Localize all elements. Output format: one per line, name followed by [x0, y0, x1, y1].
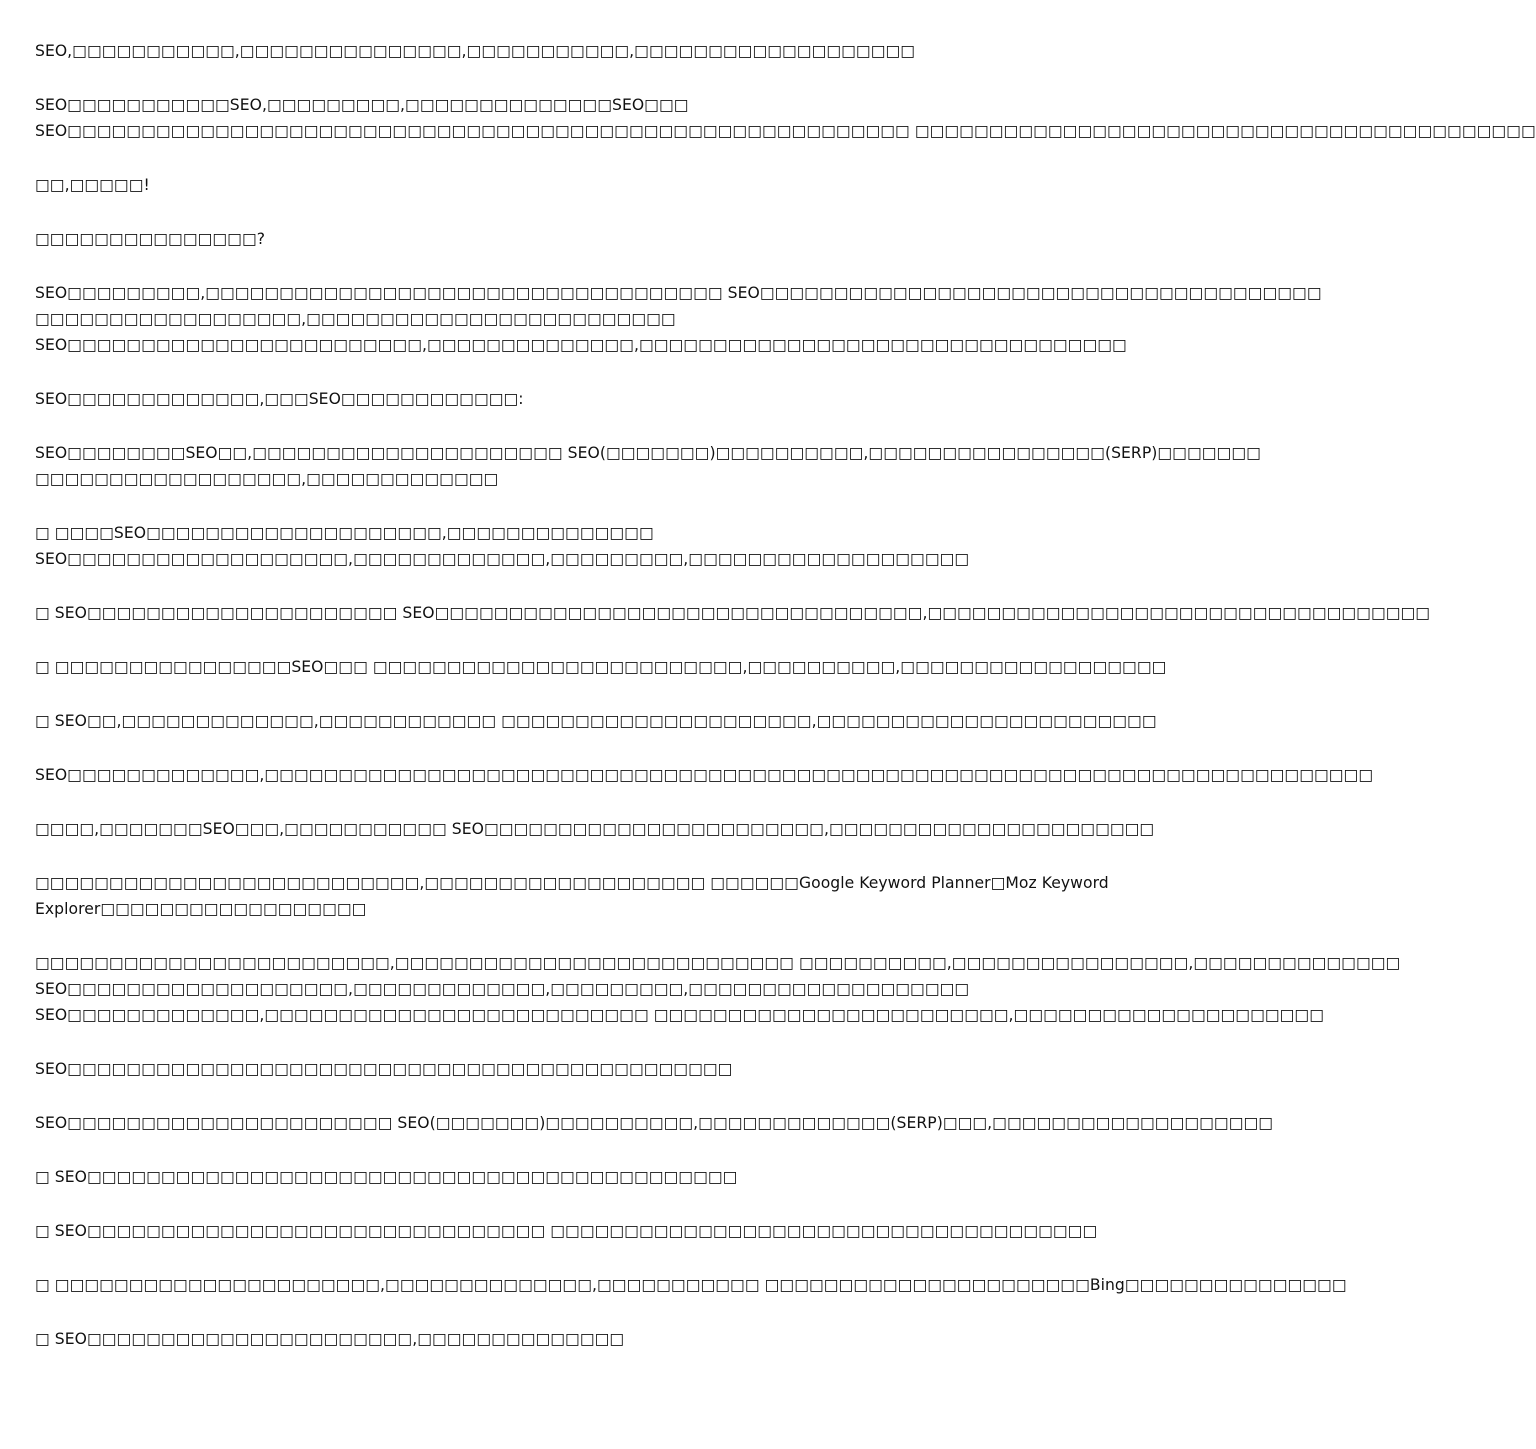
text-line: SEO□□□□□□□□□□□□□□□□□□□,□□□□□□□□□□□□□,□□□□□□□□□,□□□□□□□□□□□□□□□□□□□: [35, 980, 970, 998]
text-line: □ SEO□□□□□□□□□□□□□□□□□□□□□□□□□□□□□□□ □□□□□□□□□□□□□□□□□□□□□□□□□□□□□□□□□□□□□: [35, 1222, 1098, 1240]
text-line: □ SEO□□□□□□□□□□□□□□□□□□□□□ SEO□□□□□□□□□□□□□□□□□□□□□□□□□□□□□□□□□,□□□□□□□□□□□□□□□□□□□□□□□□□□□□□□□□□□: [35, 604, 1431, 622]
text-line: □ □□□□□□□□□□□□□□□□SEO□□□ □□□□□□□□□□□□□□□□□□□□□□□□□,□□□□□□□□□□,□□□□□□□□□□□□□□□□□□: [35, 658, 1167, 676]
paragraph: [35, 520, 990, 572]
text-line: Explorer□□□□□□□□□□□□□□□□□□: [35, 900, 367, 918]
paragraph: [35, 870, 1109, 922]
text-line: □ SEO□□□□□□□□□□□□□□□□□□□□□□,□□□□□□□□□□□□□□: [35, 1330, 625, 1348]
paragraph: [35, 386, 990, 412]
text-line: SEO,□□□□□□□□□□□,□□□□□□□□□□□□□□□,□□□□□□□□□□□,□□□□□□□□□□□□□□□□□□□: [35, 42, 916, 60]
text-line: SEO□□□□□□□□SEO□□,□□□□□□□□□□□□□□□□□□□□□ SEO(□□□□□□□)□□□□□□□□□□,□□□□□□□□□□□□□□□□(SERP)□□□□□□□: [35, 444, 1261, 462]
paragraph: [35, 1110, 1274, 1136]
paragraph: [35, 600, 1431, 626]
paragraph: [35, 1218, 1098, 1244]
text-line: □ SEO□□□□□□□□□□□□□□□□□□□□□□□□□□□□□□□□□□□□□□□□□□□□: [35, 1168, 738, 1186]
paragraph: [35, 762, 1374, 788]
text-line: SEO□□□□□□□□□□□□□□□□□□□□□□□□□□□□□□□□□□□□□□□□□□□□□□□□□□□□□□□□□ □□□□□□□□□□□□□□□□□□□□□□□□□□□□□□□□□□□□□□□□□□: [35, 122, 1536, 140]
text-line: SEO□□□□□□□□□□□□□,□□□SEO□□□□□□□□□□□□:: [35, 390, 524, 408]
text-line: □□,□□□□□!: [35, 176, 150, 194]
text-line: SEO□□□□□□□□□□□□□□□□□□□□□□□□,□□□□□□□□□□□□□□,□□□□□□□□□□□□□□□□□□□□□□□□□□□□□□□□□: [35, 336, 1127, 354]
text-line: SEO□□□□□□□□□□□SEO,□□□□□□□□□,□□□□□□□□□□□□□□SEO□□□: [35, 96, 689, 114]
text-line: SEO□□□□□□□□□,□□□□□□□□□□□□□□□□□□□□□□□□□□□□□□□□□□□ SEO□□□□□□□□□□□□□□□□□□□□□□□□□□□□□□□□□□□□□□: [35, 284, 1322, 302]
text-line: □ □□□□□□□□□□□□□□□□□□□□□□,□□□□□□□□□□□□□□,□□□□□□□□□□□ □□□□□□□□□□□□□□□□□□□□□□Bing□□□□□□□□□□□□□□□: [35, 1276, 1347, 1294]
paragraph: [35, 280, 1322, 358]
paragraph: [35, 172, 990, 198]
paragraph: [35, 1326, 990, 1352]
text-line: □□□□□□□□□□□□□□□□□□□□□□□□□□,□□□□□□□□□□□□□□□□□□□ □□□□□□Google Keyword Planner□Moz Keyword: [35, 874, 1109, 892]
text-line: SEO□□□□□□□□□□□□□□□□□□□,□□□□□□□□□□□□□,□□□□□□□□□,□□□□□□□□□□□□□□□□□□□: [35, 550, 970, 568]
paragraph: [35, 1056, 990, 1082]
paragraph: [35, 1164, 990, 1190]
paragraph: [35, 708, 1157, 734]
text-line: SEO□□□□□□□□□□□□□□□□□□□□□□□□□□□□□□□□□□□□□□□□□□□□□: [35, 1060, 733, 1078]
text-line: □ SEO□□,□□□□□□□□□□□□□,□□□□□□□□□□□□ □□□□□□□□□□□□□□□□□□□□□,□□□□□□□□□□□□□□□□□□□□□□□: [35, 712, 1157, 730]
paragraph: [35, 950, 1401, 1028]
text-line: □□□□□□□□□□□□□□□□□□,□□□□□□□□□□□□□: [35, 470, 499, 488]
text-line: SEO□□□□□□□□□□□□□,□□□□□□□□□□□□□□□□□□□□□□□□□□ □□□□□□□□□□□□□□□□□□□□□□□□,□□□□□□□□□□□□□□□□□□□□□: [35, 1006, 1324, 1024]
paragraph: [35, 816, 1155, 842]
paragraph: [35, 440, 1261, 492]
paragraph: [35, 226, 990, 252]
text-line: □□□□□□□□□□□□□□□□□□,□□□□□□□□□□□□□□□□□□□□□□□□□: [35, 310, 676, 328]
text-line: □ □□□□SEO□□□□□□□□□□□□□□□□□□□□,□□□□□□□□□□□□□□: [35, 524, 654, 542]
paragraph: [35, 92, 1536, 144]
paragraph: [35, 1272, 1347, 1298]
text-line: □□□□,□□□□□□□SEO□□□,□□□□□□□□□□□ SEO□□□□□□□□□□□□□□□□□□□□□□□,□□□□□□□□□□□□□□□□□□□□□□: [35, 820, 1155, 838]
text-line: SEO□□□□□□□□□□□□□,□□□□□□□□□□□□□□□□□□□□□□□□□□□□□□□□□□□□□□□□□□□□□□□□□□□□□□□□□□□□□□□□□□□□□□□□□□□: [35, 766, 1374, 784]
paragraph: [35, 38, 990, 64]
text-line: □□□□□□□□□□□□□□□?: [35, 230, 266, 248]
text-line: □□□□□□□□□□□□□□□□□□□□□□□□,□□□□□□□□□□□□□□□□□□□□□□□□□□□ □□□□□□□□□□,□□□□□□□□□□□□□□□□,□□□□□□□□□□□□□□: [35, 954, 1401, 972]
text-line: SEO□□□□□□□□□□□□□□□□□□□□□□ SEO(□□□□□□□)□□□□□□□□□□,□□□□□□□□□□□□□(SERP)□□□,□□□□□□□□□□□□□□□□□□□: [35, 1114, 1274, 1132]
paragraph: [35, 654, 1167, 680]
